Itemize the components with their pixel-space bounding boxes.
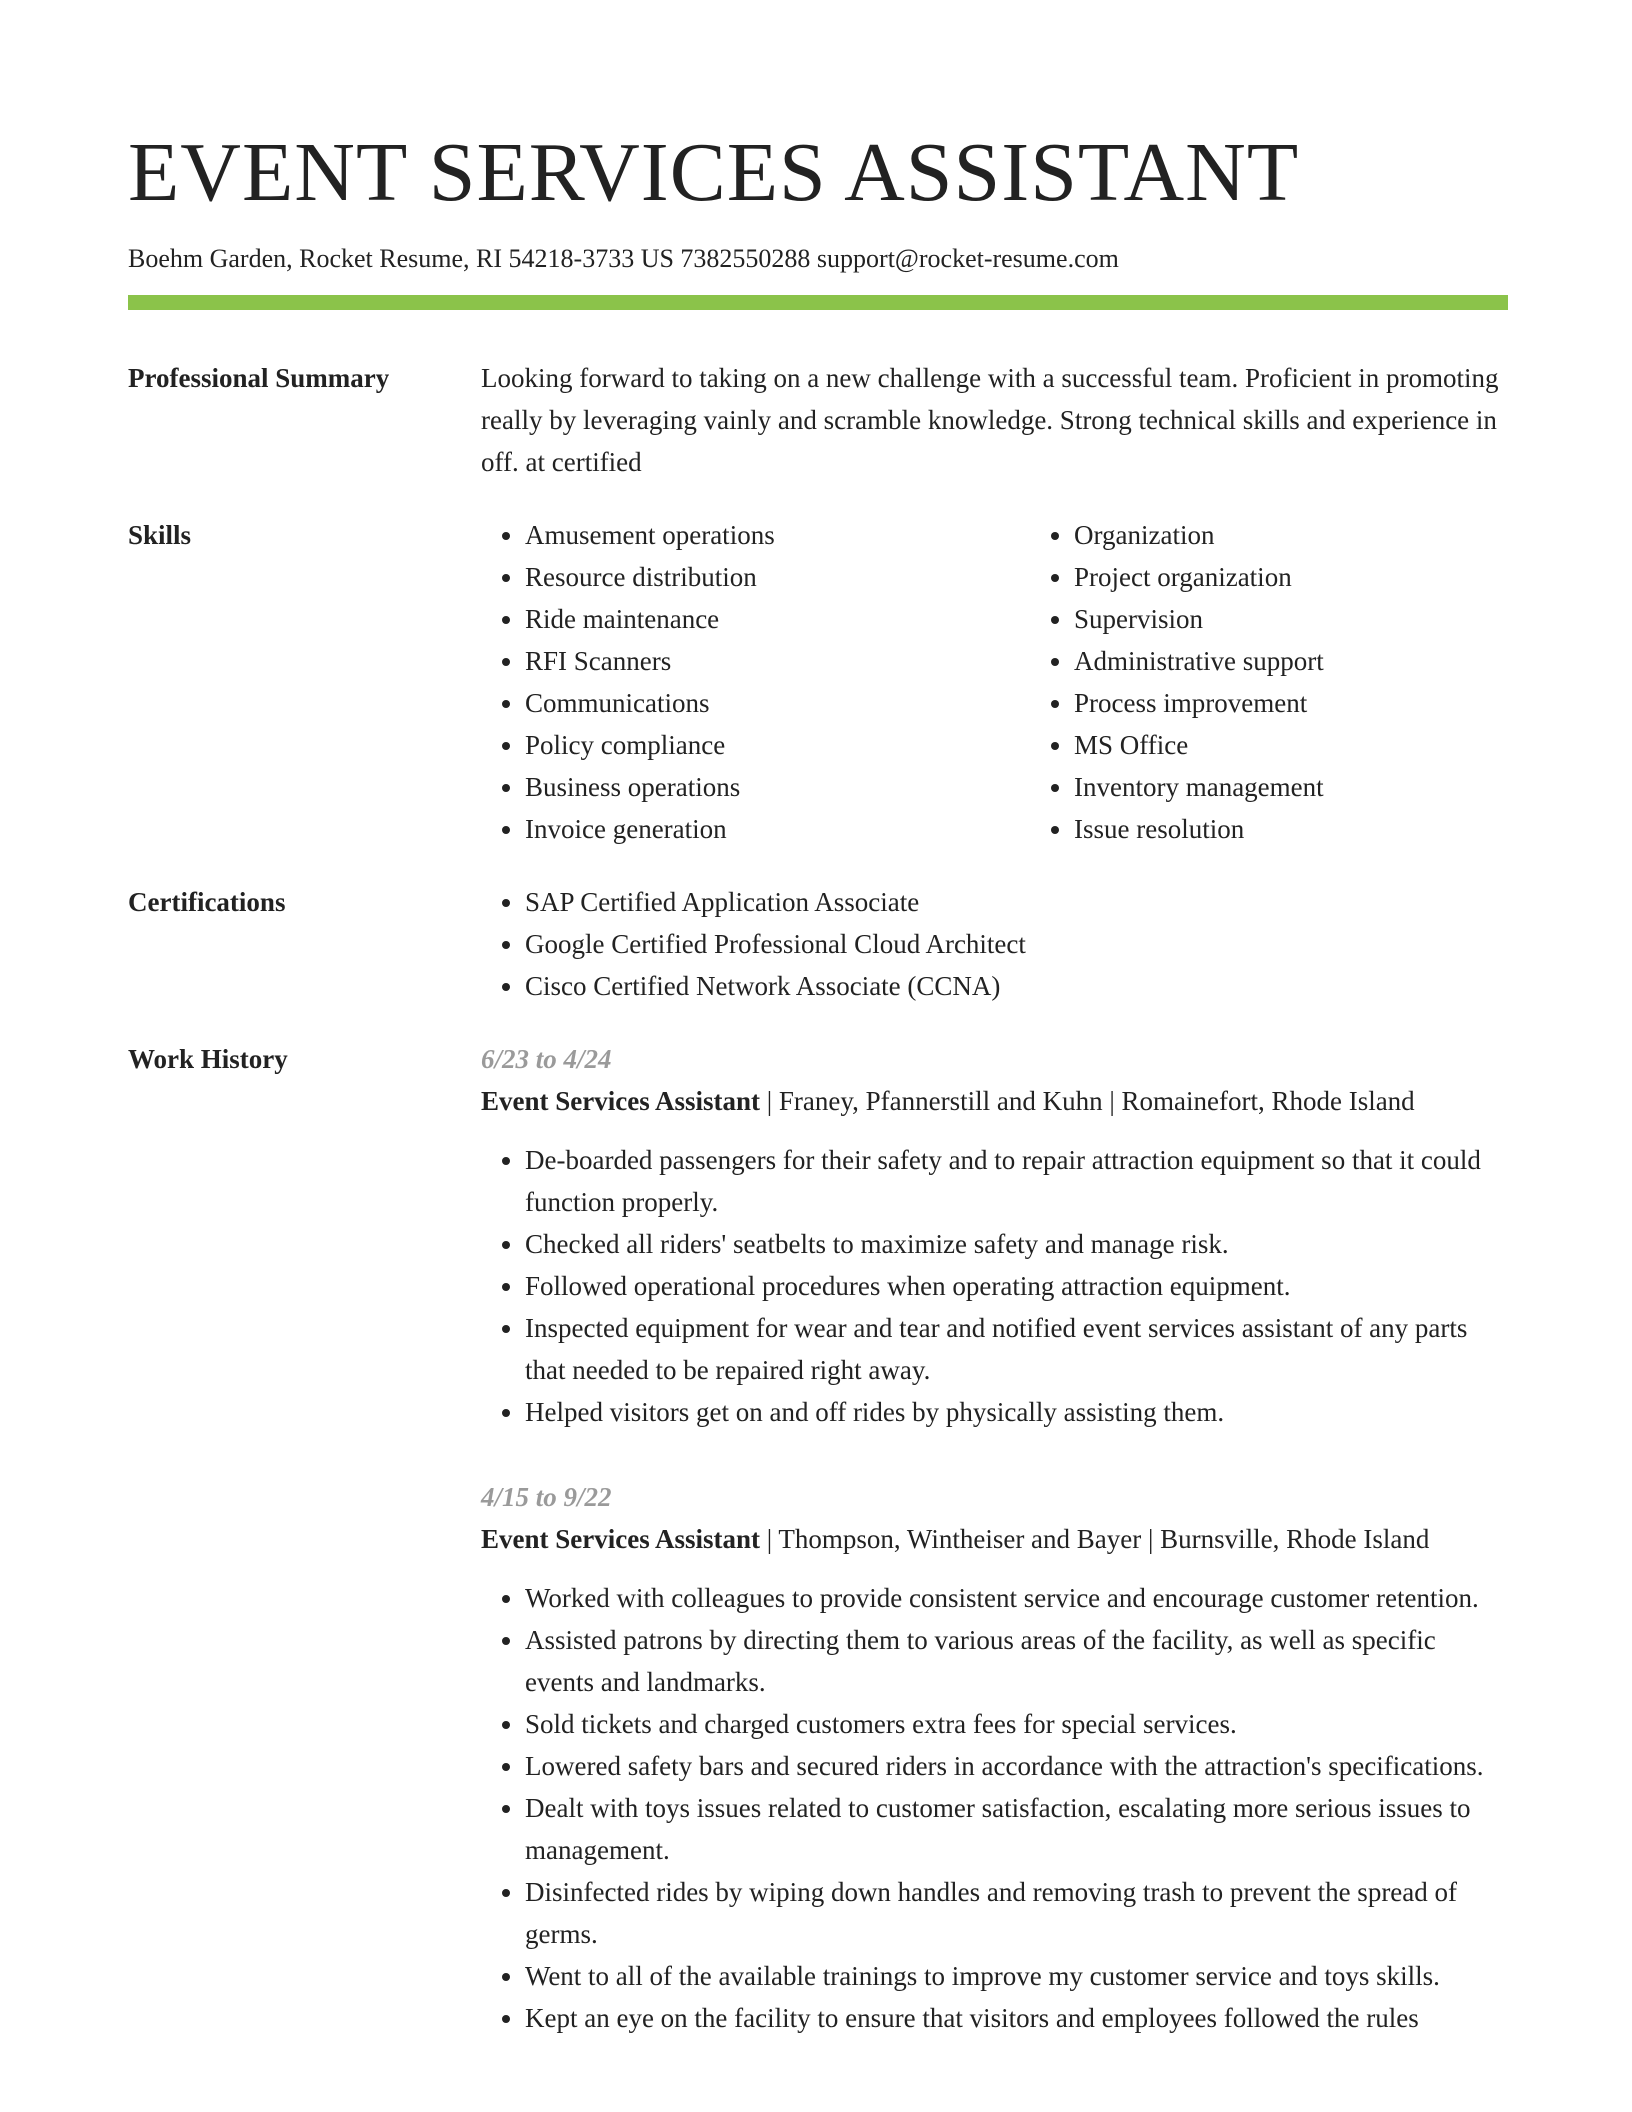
skill-item: • Amusement operations <box>525 514 1030 556</box>
job-details: | Franey, Pfannerstill and Kuhn | Romainefort, Rhode Island <box>760 1086 1415 1116</box>
skill-item: • Ride maintenance <box>525 598 1030 640</box>
summary-heading: Professional Summary <box>128 363 390 393</box>
skills-list-left <box>481 514 1030 850</box>
skill-item: • Invoice generation <box>525 808 1030 850</box>
summary-text: Looking forward to taking on a new challenge with a successful team. Proficient in promoting really by leveraging vainly and scramble knowledge. Strong technical skills and experience in off. at certified <box>481 363 1499 477</box>
certification-item: • Google Certified Professional Cloud Architect <box>525 923 1508 965</box>
contact-line: Boehm Garden, Rocket Resume, RI 54218-3733 US 7382550288 support@rocket-resume.com <box>128 244 1119 273</box>
job-heading-line <box>481 1080 1508 1122</box>
skill-item: • Supervision <box>1074 598 1324 640</box>
job-entry <box>481 1476 1508 2039</box>
skill-item: • Business operations <box>525 766 1030 808</box>
job-entry <box>481 1038 1508 1433</box>
work-history-heading: Work History <box>128 1044 288 1074</box>
certifications-heading: Certifications <box>128 887 286 917</box>
skill-item: • RFI Scanners <box>525 640 1030 682</box>
skills-heading: Skills <box>128 520 192 550</box>
job-bullet: • Inspected equipment for wear and tear and notified event services assistant of any parts that needed to be repaired right away. <box>525 1307 1508 1391</box>
skills-list-right <box>1030 514 1324 850</box>
skill-item: • Inventory management <box>1074 766 1324 808</box>
header-divider <box>128 295 1508 310</box>
job-title: Event Services Assistant <box>481 1086 760 1116</box>
job-heading-line <box>481 1518 1508 1560</box>
job-dates: 4/15 to 9/22 <box>481 1482 612 1512</box>
job-bullet: • Sold tickets and charged customers extra fees for special services. <box>525 1703 1508 1745</box>
skill-item: • Communications <box>525 682 1030 724</box>
skill-item: • Process improvement <box>1074 682 1324 724</box>
job-bullets <box>481 1577 1508 2039</box>
job-bullet: • Worked with colleagues to provide consistent service and encourage customer retention. <box>525 1577 1508 1619</box>
skills-section <box>128 514 1508 850</box>
job-bullet: • Disinfected rides by wiping down handles and removing trash to prevent the spread of germs. <box>525 1871 1508 1955</box>
job-bullet: • Followed operational procedures when operating attraction equipment. <box>525 1265 1508 1307</box>
certification-item: • Cisco Certified Network Associate (CCNA) <box>525 965 1508 1007</box>
skill-item: • Policy compliance <box>525 724 1030 766</box>
candidate-name: EVENT SERVICES ASSISTANT <box>128 126 1300 219</box>
job-details: | Thompson, Wintheiser and Bayer | Burnsville, Rhode Island <box>760 1524 1430 1554</box>
skill-item: • Issue resolution <box>1074 808 1324 850</box>
skill-item: • MS Office <box>1074 724 1324 766</box>
certification-item: • SAP Certified Application Associate <box>525 881 1508 923</box>
certifications-section <box>128 881 1508 1007</box>
job-bullets <box>481 1139 1508 1433</box>
job-bullet: • Kept an eye on the facility to ensure that visitors and employees followed the rules <box>525 1997 1508 2039</box>
resume-page <box>128 118 1508 2039</box>
job-bullet: • Lowered safety bars and secured riders in accordance with the attraction's specifications. <box>525 1745 1508 1787</box>
skill-item: • Resource distribution <box>525 556 1030 598</box>
certifications-list <box>481 881 1508 1007</box>
job-title: Event Services Assistant <box>481 1524 760 1554</box>
work-history-section <box>128 1038 1508 2039</box>
summary-section <box>128 357 1508 483</box>
job-bullet: • Helped visitors get on and off rides by physically assisting them. <box>525 1391 1508 1433</box>
job-bullet: • Dealt with toys issues related to customer satisfaction, escalating more serious issues to management. <box>525 1787 1508 1871</box>
job-bullet: • Went to all of the available trainings to improve my customer service and toys skills. <box>525 1955 1508 1997</box>
job-dates: 6/23 to 4/24 <box>481 1044 612 1074</box>
job-bullet: • Checked all riders' seatbelts to maximize safety and manage risk. <box>525 1223 1508 1265</box>
job-bullet: • De-boarded passengers for their safety and to repair attraction equipment so that it could function properly. <box>525 1139 1508 1223</box>
skill-item: • Organization <box>1074 514 1324 556</box>
job-bullet: • Assisted patrons by directing them to various areas of the facility, as well as specific events and landmarks. <box>525 1619 1508 1703</box>
skill-item: • Administrative support <box>1074 640 1324 682</box>
skill-item: • Project organization <box>1074 556 1324 598</box>
